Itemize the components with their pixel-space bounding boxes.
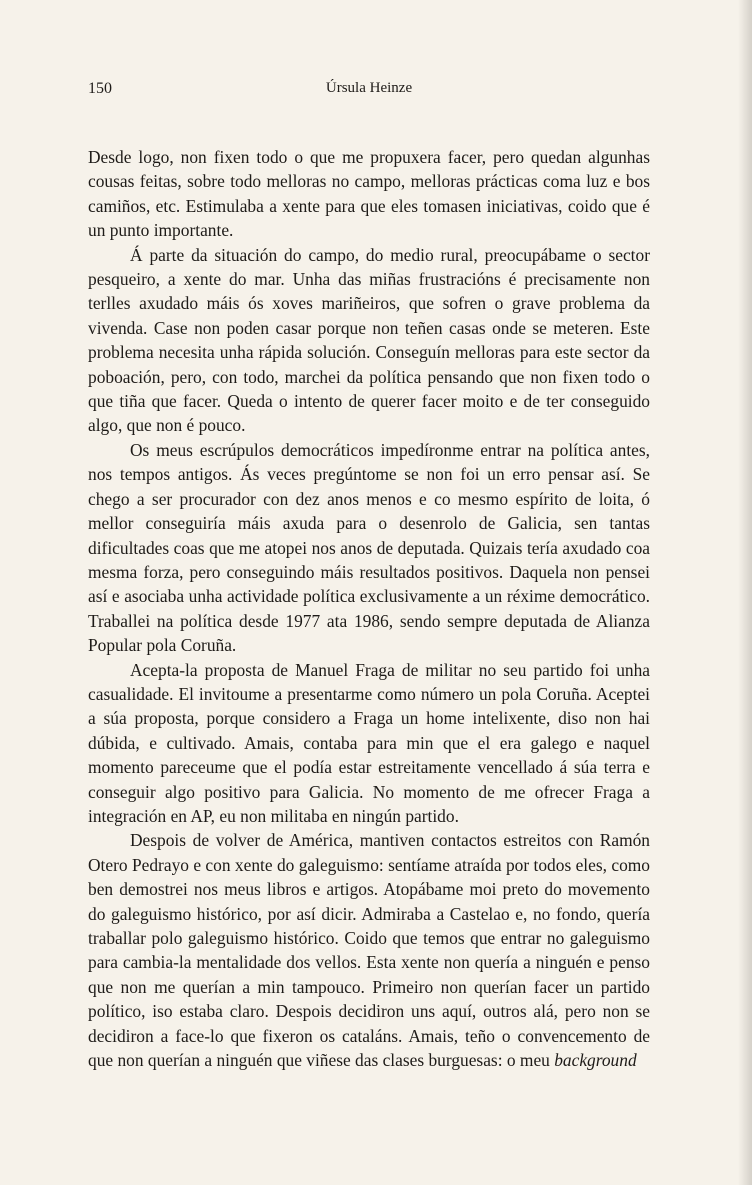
body-text [88, 145, 650, 1072]
paragraph-1: Desde logo, non fixen todo o que me propuxera facer, pero quedan algunhas cousas feitas, sobre todo melloras no campo, melloras prácticas coma luz e bos camiños, etc. Estimulaba a xente para que eles tomasen iniciativas, coido que é un punto importante. [88, 147, 650, 241]
running-head-author: Úrsula Heinze [325, 80, 413, 96]
paragraph-4: Acepta-la proposta de Manuel Fraga de militar no seu partido foi unha casualidade. El invitoume a presentarme como número un pola Coruña. Aceptei a súa proposta, porque considero a Fraga un home intelixente, diso non hai dúbida, e cultivado. Amais, contaba para min que el era galego e naquel momento pareceume que el podía estar estreitamente vencellado á súa terra e conseguir algo positivo para Galicia. No momento de me ofrecer Fraga a integración en AP, eu non militaba en ningún partido. [88, 659, 650, 826]
paragraph-5 [88, 828, 650, 1072]
paragraph-3: Os meus escrúpulos democráticos impedíronme entrar na política antes, nos tempos antigos. Ás veces pregúntome se non foi un erro pensar así. Se chego a ser procurador con dez anos menos e co mesmo espírito de loita, ó mellor conseguiría máis axuda para o desenrolo de Galicia, sen tantas dificultades coas que me atopei nos anos de deputada. Quizais tería axudado coa mesma forza, pero conseguindo máis resultados positivos. Daquela non pensei así e asociaba unha actividade política exclusivamente a un réxime democrático. Traballei na política desde 1977 ata 1986, sendo sempre deputada de Alianza Popular pola Coruña. [88, 439, 650, 656]
paragraph-2: Á parte da situación do campo, do medio rural, preocupábame o sector pesqueiro, a xente do mar. Unha das miñas frustracións é precisamente non terlles axudado máis ós xoves mariñeiros, que sofren o grave problema da vivenda. Case non poden casar porque non teñen casas onde se meteren. Este problema necesita unha rápida solución. Conseguín melloras para este sector da poboación, pero, con todo, marchei da política pensando que non fixen todo o que tiña que facer. Queda o intento de querer facer moito e de ter conseguido algo, que non é pouco. [88, 244, 650, 436]
page-header [88, 80, 650, 102]
page-edge-shadow [738, 0, 752, 1185]
page-number: 150 [88, 80, 112, 97]
paragraph-5-text: Despois de volver de América, mantiven contactos estreitos con Ramón Otero Pedrayo e con xente do galeguismo: sentíame atraída por todos eles, como ben demostrei nos meus libros e artigos. Atopábame moi preto do movemento do galeguismo histórico, por así dicir. Admiraba a Castelao e, no fondo, quería traballar polo galeguismo histórico. Coido que temos que entrar no galeguismo para cambia-la mentalidade dos vellos. Esta xente non quería a ninguén e penso que non me querían a min tampouco. Primeiro non querían facer un partido político, iso estaba claro. Despois decidiron uns aquí, outros alá, pero non se decidiron a face-lo que fixeron os cataláns. Amais, teño o convencemento de que non querían a ninguén que viñese das clases burguesas: o meu [88, 830, 650, 1071]
italic-word: background [554, 1050, 637, 1071]
